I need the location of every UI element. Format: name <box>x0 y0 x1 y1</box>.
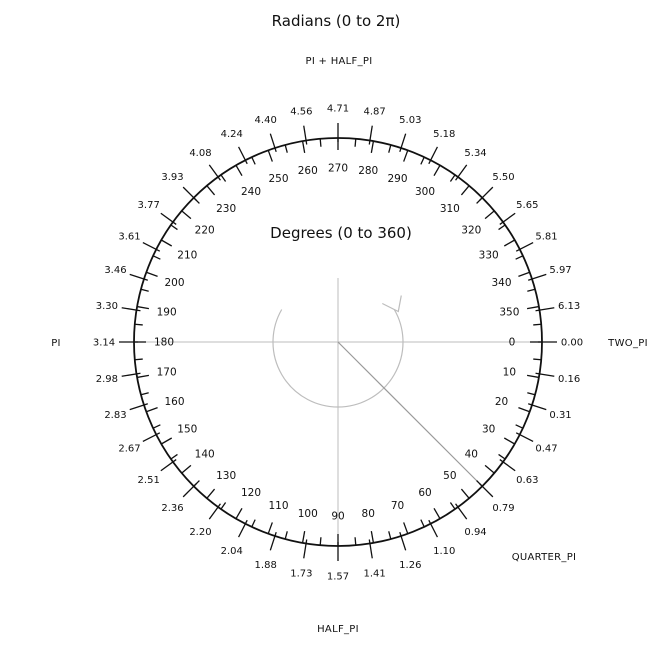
degree-label: 200 <box>164 276 185 289</box>
degree-tick-280 <box>371 141 373 153</box>
degree-tick-165 <box>141 393 149 395</box>
degree-tick-185 <box>135 324 143 325</box>
degree-tick-250 <box>268 150 272 161</box>
degree-tick-15 <box>527 393 535 395</box>
radian-label: 3.93 <box>161 172 184 184</box>
radian-tick-16 <box>161 460 176 471</box>
degree-label: 110 <box>268 500 289 513</box>
radian-label: 3.61 <box>118 231 141 243</box>
degree-tick-235 <box>221 175 226 182</box>
radian-tick-5 <box>479 483 492 496</box>
degree-tick-155 <box>153 425 160 428</box>
radian-label: 2.83 <box>104 409 127 421</box>
degree-label: 80 <box>361 507 375 520</box>
degree-tick-50 <box>461 489 469 498</box>
degree-tick-305 <box>450 175 455 182</box>
radian-label: 2.67 <box>118 443 141 455</box>
radian-tick-35 <box>479 187 492 200</box>
radian-label: 0.31 <box>549 409 572 421</box>
radian-label: 2.98 <box>95 374 119 386</box>
degree-tick-355 <box>533 324 541 325</box>
degree-tick-215 <box>171 225 178 230</box>
degree-tick-35 <box>499 454 506 459</box>
degree-tick-240 <box>236 165 242 175</box>
degree-label: 300 <box>414 185 436 198</box>
radian-label: 1.26 <box>399 560 422 572</box>
degree-tick-325 <box>499 225 506 230</box>
degree-tick-210 <box>161 240 171 246</box>
degree-label: 40 <box>464 448 478 461</box>
radian-tick-4 <box>500 460 515 471</box>
radian-label: 2.36 <box>161 502 184 514</box>
degree-tick-295 <box>421 157 424 164</box>
radian-label: 5.65 <box>516 199 539 211</box>
radian-label: 2.20 <box>189 526 212 538</box>
degree-label: 100 <box>297 507 318 520</box>
degree-tick-120 <box>236 508 242 518</box>
degree-tick-145 <box>171 454 178 459</box>
degree-label: 140 <box>194 448 215 461</box>
degree-label: 320 <box>461 224 482 237</box>
degree-tick-175 <box>135 359 143 360</box>
degree-label: 120 <box>240 487 262 500</box>
radian-tick-14 <box>209 504 220 519</box>
degree-tick-160 <box>146 408 157 412</box>
radian-label: 0.94 <box>464 526 487 538</box>
radian-label: 1.57 <box>326 571 350 583</box>
degree-label: 330 <box>478 249 499 262</box>
degree-label: 130 <box>216 469 237 482</box>
degree-tick-25 <box>516 425 523 428</box>
degree-tick-100 <box>303 531 305 543</box>
degree-tick-130 <box>207 489 215 498</box>
radian-label: 3.30 <box>95 300 119 312</box>
degree-tick-140 <box>182 465 191 473</box>
degree-tick-350 <box>527 307 539 309</box>
degree-tick-205 <box>153 256 160 259</box>
degree-label: 230 <box>216 203 237 216</box>
radian-tick-34 <box>456 165 467 180</box>
radian-label: 4.56 <box>290 106 313 118</box>
degree-tick-340 <box>518 272 529 276</box>
degree-tick-200 <box>146 272 157 276</box>
radian-label: 0.16 <box>557 374 581 386</box>
radian-label: 4.08 <box>189 148 212 160</box>
degree-tick-320 <box>485 211 494 219</box>
degree-label: 10 <box>502 366 517 379</box>
degree-tick-345 <box>527 289 535 291</box>
degree-label: 70 <box>390 500 405 513</box>
degree-label: 30 <box>482 423 496 436</box>
degree-label: 270 <box>327 162 349 175</box>
radian-label: 3.14 <box>92 337 116 349</box>
degree-tick-255 <box>285 145 287 153</box>
degree-label: 350 <box>499 306 520 319</box>
radian-label: 4.24 <box>220 129 243 141</box>
radian-label: 5.81 <box>535 231 558 243</box>
degree-label: 310 <box>439 203 460 216</box>
radian-label: 4.87 <box>363 106 386 118</box>
radian-label: 3.77 <box>137 199 160 211</box>
radian-label: 5.03 <box>399 114 422 126</box>
radian-label: 4.40 <box>254 114 277 126</box>
degree-label: 340 <box>491 276 512 289</box>
degree-tick-330 <box>504 240 514 246</box>
degree-tick-40 <box>485 465 494 473</box>
degree-tick-115 <box>252 520 255 527</box>
radian-label: 2.51 <box>137 475 160 487</box>
degree-tick-150 <box>161 438 171 444</box>
guide-layer <box>134 278 542 548</box>
degree-label: 220 <box>194 224 215 237</box>
degree-tick-265 <box>320 139 321 147</box>
label-quarter-pi: QUARTER_PI <box>511 552 577 563</box>
degree-tick-70 <box>404 522 408 533</box>
radian-label: 0.63 <box>516 475 539 487</box>
degree-label: 150 <box>177 423 198 436</box>
radian-label: 1.41 <box>363 568 386 580</box>
radian-label: 2.04 <box>220 545 243 557</box>
degree-tick-310 <box>461 186 469 195</box>
degree-tick-260 <box>303 141 305 153</box>
degree-tick-285 <box>389 145 391 153</box>
degree-label: 90 <box>331 510 345 523</box>
degree-tick-85 <box>355 537 356 545</box>
degree-tick-5 <box>533 359 541 360</box>
degree-tick-95 <box>320 537 321 545</box>
degree-tick-105 <box>285 531 287 539</box>
radian-tick-36 <box>500 213 515 224</box>
degree-tick-335 <box>516 256 523 259</box>
degree-label: 180 <box>153 336 175 349</box>
degree-label: 0 <box>508 336 516 349</box>
degree-tick-170 <box>137 375 149 377</box>
label-half-pi: HALF_PI <box>317 624 359 635</box>
degree-tick-245 <box>252 157 255 164</box>
degree-label: 290 <box>387 172 408 185</box>
degree-tick-275 <box>355 139 356 147</box>
radian-label: 1.88 <box>254 560 277 572</box>
degree-label: 210 <box>177 249 198 262</box>
degree-tick-190 <box>137 307 149 309</box>
radian-label: 1.73 <box>290 568 313 580</box>
radian-label: 4.71 <box>326 103 350 115</box>
degree-label: 170 <box>156 366 177 379</box>
radian-label: 5.97 <box>549 265 572 277</box>
radian-tick-15 <box>183 483 196 496</box>
degree-label: 280 <box>358 165 379 178</box>
degree-tick-230 <box>207 186 215 195</box>
radian-label: 5.50 <box>492 172 515 184</box>
degree-tick-110 <box>268 522 272 533</box>
degree-tick-195 <box>141 289 149 291</box>
degree-label: 20 <box>494 396 509 409</box>
degree-label: 60 <box>418 487 432 500</box>
degree-tick-55 <box>450 503 455 510</box>
radian-tick-24 <box>161 213 176 224</box>
degrees-title: Degrees (0 to 360) <box>270 224 412 242</box>
radian-label: 6.13 <box>557 300 581 312</box>
radian-label: 5.34 <box>464 148 487 160</box>
rotation-arrow-head <box>382 296 401 312</box>
degree-tick-20 <box>518 408 529 412</box>
degree-tick-290 <box>404 150 408 161</box>
degree-label: 190 <box>156 306 177 319</box>
degree-tick-60 <box>434 508 440 518</box>
radian-label: 0.79 <box>492 502 515 514</box>
radian-label: 3.46 <box>104 265 127 277</box>
degree-label: 250 <box>268 172 289 185</box>
degree-tick-10 <box>527 375 539 377</box>
chart-title: Radians (0 to 2π) <box>271 12 401 30</box>
radian-label: 1.10 <box>433 545 456 557</box>
degree-tick-75 <box>389 531 391 539</box>
degree-tick-125 <box>221 503 226 510</box>
quarter-pi-pointer-line <box>338 342 478 482</box>
radian-tick-26 <box>209 165 220 180</box>
radian-label: 0.00 <box>560 337 584 349</box>
degree-tick-300 <box>434 165 440 175</box>
radian-label: 0.47 <box>535 443 558 455</box>
degree-tick-80 <box>371 531 373 543</box>
degree-label: 260 <box>297 165 318 178</box>
degree-tick-65 <box>421 520 424 527</box>
degree-tick-30 <box>504 438 514 444</box>
label-pi-plus-half-pi: PI + HALF_PI <box>305 56 373 67</box>
label-two-pi: TWO_PI <box>608 338 648 349</box>
degree-label: 240 <box>240 185 262 198</box>
radian-label: 5.18 <box>433 129 456 141</box>
radian-tick-25 <box>183 187 196 200</box>
degree-tick-220 <box>182 211 191 219</box>
degree-label: 50 <box>443 469 457 482</box>
radian-tick-6 <box>456 504 467 519</box>
label-pi: PI <box>51 338 61 349</box>
degree-label: 160 <box>164 396 185 409</box>
